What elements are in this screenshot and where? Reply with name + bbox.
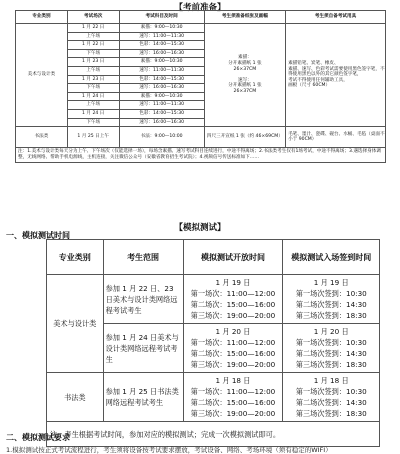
prep-session-time: 素描：9:00—10:30: [119, 92, 204, 101]
prep-session-time: 色彩：14:00—15:30: [119, 41, 204, 50]
prep-category-calligraphy: 书法类: [16, 127, 68, 148]
mock-test-title: 【模拟测试】: [174, 223, 226, 233]
prep-session-half: 上午场: [67, 32, 119, 41]
prep-tools-calligraphy: 毛笔、墨汁、瓷碟、砚台、水桶、毛毡（桌面不小于 90CM）: [286, 127, 386, 148]
mock-scope: 参加 1 月 24 日美术与设计类网络远程考试考生: [103, 324, 183, 373]
mock-note: 注：考生根据考试时间，参加对应的模拟测试；完成一次模拟测试即可。: [47, 422, 380, 447]
prep-header-tools: 考生须自备考试用具: [286, 11, 386, 24]
prep-session-date: 1 月 22 日: [67, 41, 119, 50]
prep-session-time: 色彩：14:00—15:30: [119, 109, 204, 118]
mock-scope: 参加 1 月 22 日、23 日美术与设计类网络远程考试考生: [103, 275, 183, 324]
mock-requirements-heading: 二、模拟测试要求: [6, 433, 70, 442]
mock-header-open-time: 模拟测试开放时间: [183, 240, 283, 275]
prep-session-time: 素描：9:00—10:30: [119, 58, 204, 67]
prep-session-time: 速写：16:00—16:30: [119, 118, 204, 127]
mock-header-scope: 考生范围: [103, 240, 183, 275]
exam-prep-table: [15, 10, 386, 163]
prep-session-half: 上午场: [67, 101, 119, 110]
mock-header-category: 专业类别: [47, 240, 104, 275]
prep-session-half: 下午场: [67, 84, 119, 93]
mock-time-heading: 一、模拟测试时间: [6, 231, 70, 240]
prep-session-date: 1 月 23 日: [67, 58, 119, 67]
mock-category-art: 美术与设计类: [47, 275, 104, 373]
prep-calligraphy-date: 1 月 25 日上午: [67, 127, 119, 148]
prep-session-half: 下午场: [67, 118, 119, 127]
mock-signin-time: 1 月 18 日 第一场次签到：10:30 第二场次签到：14:30 第三场次签到：18:30: [283, 373, 380, 422]
mock-requirements-text: 1.模拟测试按正式考试流程进行，考生须将设备按考试要求摆放，考试设备、网络、考场环境（须有稳定的WIFI）: [6, 446, 332, 454]
mock-test-table: [46, 239, 380, 447]
prep-session-date: 1 月 24 日: [67, 92, 119, 101]
mock-open-time: 1 月 20 日 第一场次：11:00—12:00 第二场次：15:00—16:00 第三场次：19:00—20:00: [183, 324, 283, 373]
prep-category-art: 美术与设计类: [16, 24, 68, 127]
exam-prep-title: 【考前准备】: [174, 3, 226, 13]
prep-session-half: 上午场: [67, 66, 119, 75]
prep-calligraphy-time: 书法：9:00—10:00: [119, 127, 204, 148]
prep-session-date: 1 月 24 日: [67, 109, 119, 118]
mock-signin-time: 1 月 20 日 第一场次签到：10:30 第二场次签到：14:30 第三场次签到：18:30: [283, 324, 380, 373]
mock-category-calligraphy: 书法类: [47, 373, 104, 422]
prep-tools-art: 素描铅笔、炭笔、橡皮、 素描、速写、色彩考试需要使用黑色签字笔，不得使用黑色以外的其它颜色签字笔， 考试不得使用任何辅助工具， 画板（尺寸 60CM）: [286, 24, 386, 127]
prep-paper-art: 素描： 分开素描纸 1 张 26×37CM 速写： 分开素描纸 1 张 26×37CM: [204, 24, 285, 127]
prep-session-time: 素描：9:00—10:30: [119, 24, 204, 33]
prep-session-half: 下午场: [67, 49, 119, 58]
prep-session-date: 1 月 22 日: [67, 24, 119, 33]
prep-session-time: 色彩：14:00—15:30: [119, 75, 204, 84]
mock-scope: 参加 1 月 25 日书法类网络远程考试考生: [103, 373, 183, 422]
mock-header-signin-time: 模拟测试入场签到时间: [283, 240, 380, 275]
prep-session-date: 1 月 23 日: [67, 75, 119, 84]
prep-session-time: 速写：16:00—16:30: [119, 49, 204, 58]
prep-session-time: 速写：11:00—11:30: [119, 32, 204, 41]
mock-signin-time: 1 月 19 日 第一场次签到：10:30 第二场次签到：14:30 第三场次签到：18:30: [283, 275, 380, 324]
prep-header-session: 考试场次: [67, 11, 119, 24]
prep-session-time: 速写：16:00—16:30: [119, 84, 204, 93]
prep-paper-calligraphy: 四尺三开宣纸 1 张（约 46×69CM）: [204, 127, 285, 148]
mock-open-time: 1 月 18 日 第一场次：11:00—12:00 第二场次：15:00—16:00 第三场次：19:00—20:00: [183, 373, 283, 422]
prep-header-subject-time: 考试科目及时间: [119, 11, 204, 24]
prep-notes: 注：1.美术与设计类每天分为上午、下午场次（仅能选择一场），每场含素描、速写考试科目连续进行，中途不得离场；2.书法类考生仅有1场考试，中途不得离场；3.遇选择身体调整，无线网络、帮助手机电源线，主机连接，关注微信公众号（安徽省教育招生考试院）；4.视频信号传送标准如下……: [16, 148, 386, 163]
prep-header-category: 专业类别: [16, 11, 68, 24]
mock-open-time: 1 月 19 日 第一场次：11:00—12:00 第二场次：15:00—16:00 第三场次：19:00—20:00: [183, 275, 283, 324]
prep-session-time: 速写：11:00—11:30: [119, 101, 204, 110]
prep-session-time: 速写：11:00—11:30: [119, 66, 204, 75]
prep-header-paper: 考生须准备纸张及画幅: [204, 11, 285, 24]
